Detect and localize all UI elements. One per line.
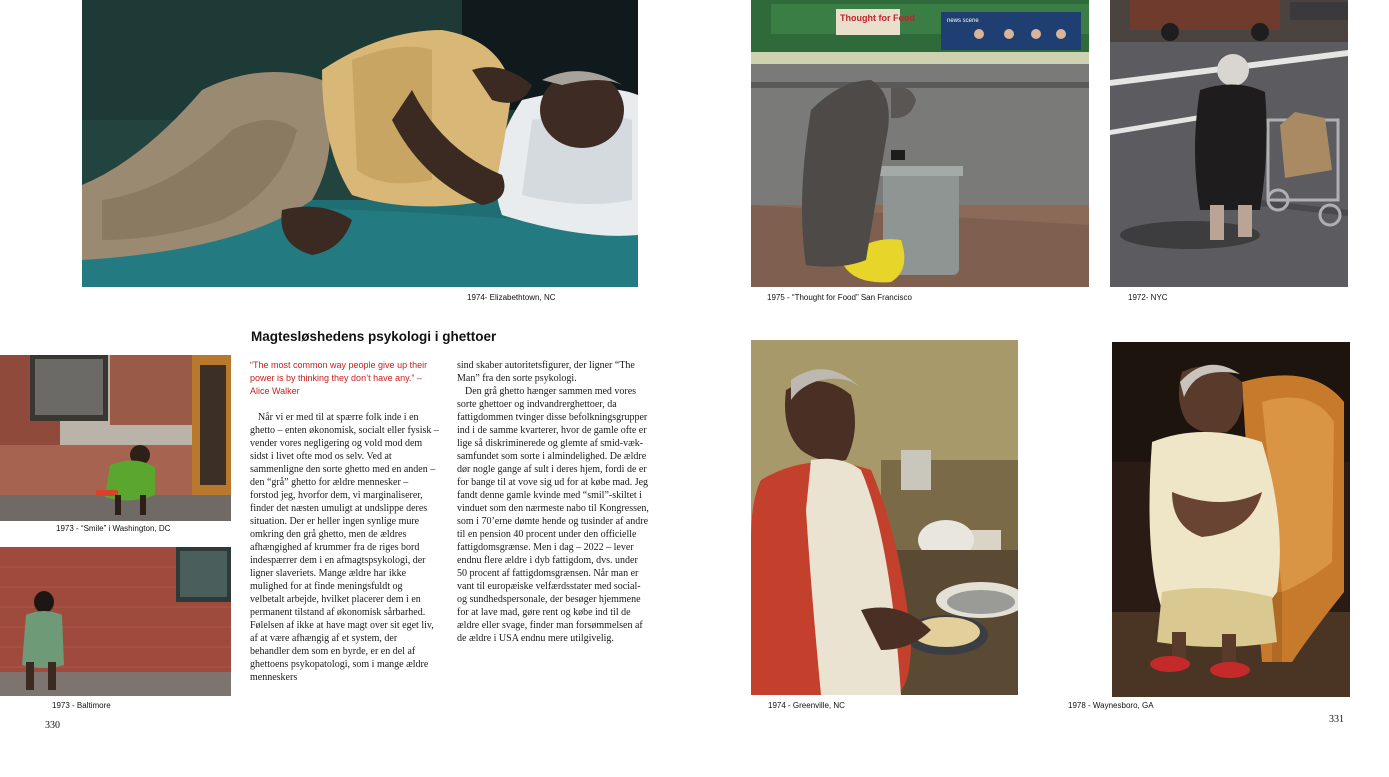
photo-washington [0, 355, 231, 521]
bus-ad-text: Thought for Food [840, 13, 915, 23]
photo-washington-image [0, 355, 231, 521]
article-heading: Magtesløshedens psykologi i ghettoer [251, 329, 497, 344]
article-quote: “The most common way people give up their power is by thinking they don’t have any.” – Alice Walker [250, 360, 428, 396]
photo-nyc [1110, 0, 1348, 287]
caption-nyc: 1972- NYC [1128, 293, 1168, 302]
photo-greenville-image [751, 340, 1018, 695]
article-paragraph: sind skaber autoritetsfigurer, der ligner “The Man” fra den sorte psykologi. [457, 360, 635, 384]
photo-baltimore-image [0, 547, 231, 696]
caption-washington: 1973 - “Smile” i Washington, DC [56, 524, 171, 533]
photo-waynesboro-image [1112, 342, 1350, 697]
billboard-text: news scene [947, 18, 979, 24]
caption-san-francisco: 1975 - “Thought for Food” San Francisco [767, 293, 912, 302]
caption-elizabethtown: 1974- Elizabethtown, NC [467, 293, 556, 302]
page-number-right: 331 [1329, 714, 1344, 725]
photo-elizabethtown [82, 0, 638, 287]
photo-san-francisco-image [751, 0, 1089, 287]
photo-baltimore [0, 547, 231, 696]
caption-baltimore: 1973 - Baltimore [52, 701, 111, 710]
photo-waynesboro [1112, 342, 1350, 697]
article-column-2 [457, 359, 649, 645]
photo-san-francisco [751, 0, 1089, 287]
article-paragraph: Den grå ghetto hænger sammen med vores sorte ghettoer og indvandrerghettoer, da fattigdommen tvinger disse befolkningsgrupper ind i de samme kvarterer, hvor de gamle ofte er lige så diskriminerede og glemte af smid-væk-samfundet som sorte i almindelighed. De ældre dør nogle gange af sult i deres hjem, fordi de er for bange til at vove sig ud for at købe mad. Jeg fandt denne gamle kvinde med “smil”-skiltet i vinduet som den nærmeste nabo til Kongressen, som i 70’erne dømte hende og tusinder af andre til en pension 40 procent under den officielle fattigdomsgrænse. Men i dag – 2022 – lever endnu flere ældre i dyb fattigdom, dvs. under 50 procent af fattigdomsgrænsen. Når man er vant til europæiske velfærdsstater med social- og sundhedspersonale, der besøger hjemmene for at lave mad, gøre rent og købe ind til de ældre eller svage, finder man forsømmelsen af de ældre i USA endnu mere utilgivelig. [457, 386, 649, 644]
page-number-left: 330 [45, 720, 60, 731]
photo-nyc-image [1110, 0, 1348, 287]
photo-elizabethtown-image [82, 0, 638, 287]
photo-greenville [751, 340, 1018, 695]
caption-greenville: 1974 - Greenville, NC [768, 701, 845, 710]
article-column-1 [250, 359, 439, 684]
caption-waynesboro: 1978 - Waynesboro, GA [1068, 701, 1154, 710]
article-paragraph: Når vi er med til at spærre folk inde i en ghetto – enten økonomisk, socialt eller fysisk – vender vores negligering og vold mod dem sidst i livet ofte mod os selv. Ved at sammenligne den sorte ghetto med en anden – den “grå” ghetto for ældre mennesker – forstod jeg, hvorfor dem, vi marginaliserer, finder det næsten umuligt at undslippe deres situation. Der er heller ingen synlige mure omkring den grå ghetto, men de ældres afhængighed af krummer fra de riges bord indespærrer dem i en afmagtspsykologi, der ligner slaveriets. Mange ældre har ikke mulighed for at finde meningsfuldt og velbetalt arbejde, hvilket placerer dem i en permanent tilstand af økonomisk sårbarhed. Følelsen af ikke at have magt over sit eget liv, af at være afhængig af et system, der behandler dem som en byrde, er en del af ghettoens psykopatologi, som i mange ældre menneskers [250, 412, 439, 683]
